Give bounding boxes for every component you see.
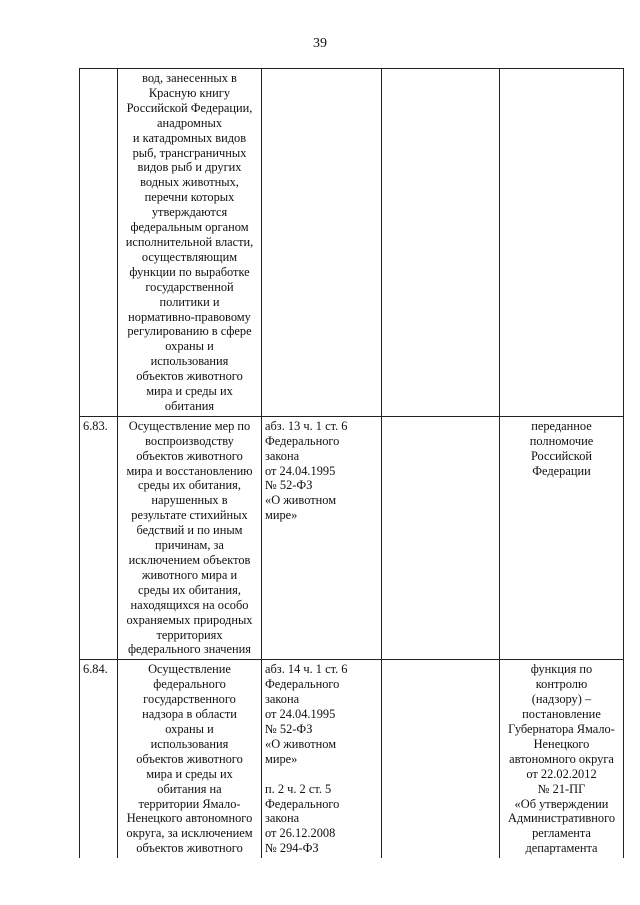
note-cell <box>500 69 624 417</box>
legal-basis-cell: абз. 14 ч. 1 ст. 6 Федерального закона от 24.04.1995 № 52-ФЗ «О животном мире» п. 2 ч. 2 ст. 5 Федерального закона от 26.12.2008 № 294-ФЗ <box>262 660 382 858</box>
table-row <box>80 69 624 417</box>
power-name-cell: Осуществление мер по воспроизводству объектов животного мира и восстановлению среды их обитания, нарушенных в результате стихийных бедствий и по иным причинам, за исключением объектов животного мира и среды их обитания, находящихся на особо охраняемых природных территориях федерального значения <box>118 416 262 660</box>
row-number-cell: 6.83. <box>80 416 118 660</box>
row-number-cell: 6.84. <box>80 660 118 858</box>
legal-basis-cell: абз. 13 ч. 1 ст. 6 Федерального закона от 24.04.1995 № 52-ФЗ «О животном мире» <box>262 416 382 660</box>
empty-cell <box>382 69 500 417</box>
empty-cell <box>382 416 500 660</box>
note-cell: функция по контролю (надзору) – постановление Губернатора Ямало- Ненецкого автономного округа от 22.02.2012 № 21-ПГ «Об утверждении Административного регламента департамента <box>500 660 624 858</box>
power-name-cell: вод, занесенных в Красную книгу Российской Федерации, анадромных и катадромных видов рыб, трансграничных видов рыб и других водных животных, перечни которых утверждаются федеральным органом исполнительной власти, осуществляющим функции по выработке государственной политики и нормативно-правовому регулированию в сфере охраны и использования объектов животного мира и среды их обитания <box>118 69 262 417</box>
empty-cell <box>382 660 500 858</box>
row-number-cell <box>80 69 118 417</box>
note-cell: переданное полномочие Российской Федерации <box>500 416 624 660</box>
table-row <box>80 660 624 858</box>
legal-basis-cell <box>262 69 382 417</box>
table-row <box>80 416 624 660</box>
page-number: 39 <box>313 36 327 51</box>
power-name-cell: Осуществление федерального государственного надзора в области охраны и использования объектов животного мира и среды их обитания на территории Ямало- Ненецкого автономного округа, за исключением объектов животного <box>118 660 262 858</box>
powers-table <box>79 68 624 858</box>
